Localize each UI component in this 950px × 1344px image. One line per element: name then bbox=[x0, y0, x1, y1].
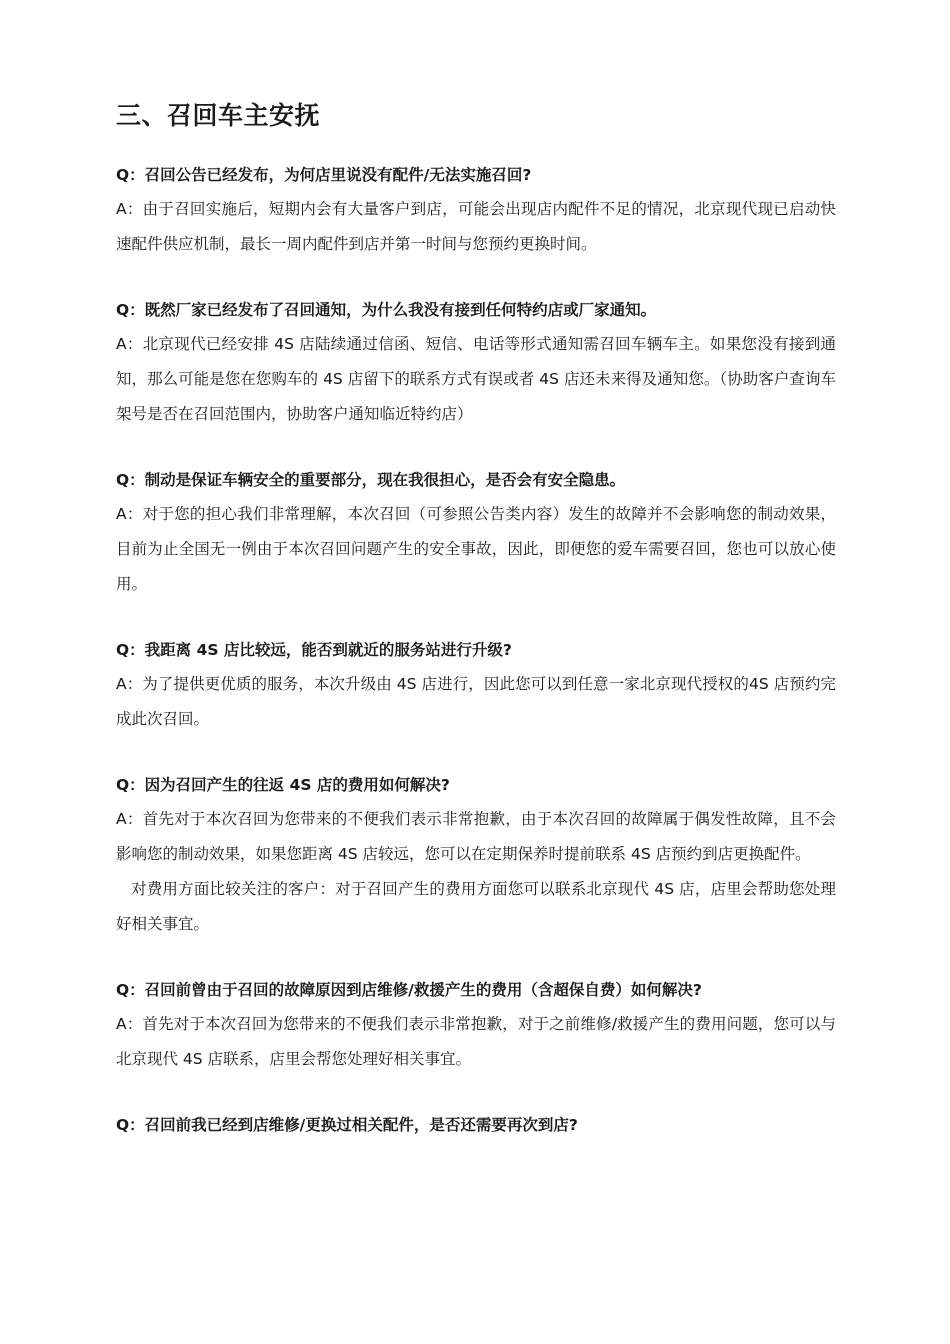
document-page bbox=[116, 96, 836, 1173]
section-title: 三、召回车主安抚 bbox=[116, 101, 321, 130]
qa-item bbox=[116, 768, 836, 942]
question: Q：制动是保证车辆安全的重要部分，现在我很担心，是否会有安全隐患。 bbox=[116, 471, 626, 489]
question: Q：召回前我已经到店维修/更换过相关配件，是否还需要再次到店? bbox=[116, 1116, 578, 1134]
question: Q：我距离 4S 店比较远，能否到就近的服务站进行升级? bbox=[116, 641, 512, 659]
qa-item bbox=[116, 293, 836, 432]
question: Q：召回前曾由于召回的故障原因到店维修/救援产生的费用（含超保自费）如何解决? bbox=[116, 981, 702, 999]
qa-item bbox=[116, 463, 836, 602]
answer: A：为了提供更优质的服务，本次升级由 4S 店进行，因此您可以到任意一家北京现代授权的4S 店预约完成此次召回。 bbox=[116, 675, 836, 728]
answer: A：由于召回实施后，短期内会有大量客户到店，可能会出现店内配件不足的情况，北京现代现已启动快速配件供应机制，最长一周内配件到店并第一时间与您预约更换时间。 bbox=[116, 200, 836, 253]
answer: A：北京现代已经安排 4S 店陆续通过信函、短信、电话等形式通知需召回车辆车主。如果您没有接到通知，那么可能是您在您购车的 4S 店留下的联系方式有误或者 4S 店还未来得及通知您。（协助客户查询车架号是否在召回范围内，协助客户通知临近特约店） bbox=[116, 335, 836, 423]
answer: A：首先对于本次召回为您带来的不便我们表示非常抱歉，对于之前维修/救援产生的费用问题，您可以与北京现代 4S 店联系，店里会帮您处理好相关事宜。 bbox=[116, 1015, 836, 1068]
qa-item bbox=[116, 633, 836, 737]
question: Q：因为召回产生的往返 4S 店的费用如何解决? bbox=[116, 776, 450, 794]
answer: A：对于您的担心我们非常理解，本次召回（可参照公告类内容）发生的故障并不会影响您的制动效果，目前为止全国无一例由于本次召回问题产生的安全事故，因此，即便您的爱车需要召回，您也可以放心使用。 bbox=[116, 505, 836, 593]
answer: A：首先对于本次召回为您带来的不便我们表示非常抱歉，由于本次召回的故障属于偶发性故障，且不会影响您的制动效果，如果您距离 4S 店较远，您可以在定期保养时提前联系 4S 店预约到店更换配件。 bbox=[116, 810, 836, 863]
question: Q：召回公告已经发布，为何店里说没有配件/无法实施召回? bbox=[116, 166, 532, 184]
qa-item bbox=[116, 973, 836, 1077]
qa-item bbox=[116, 158, 836, 262]
answer-note: 对费用方面比较关注的客户：对于召回产生的费用方面您可以联系北京现代 4S 店，店里会帮助您处理好相关事宜。 bbox=[116, 880, 836, 933]
question: Q：既然厂家已经发布了召回通知，为什么我没有接到任何特约店或厂家通知。 bbox=[116, 301, 657, 319]
qa-item bbox=[116, 1108, 836, 1142]
